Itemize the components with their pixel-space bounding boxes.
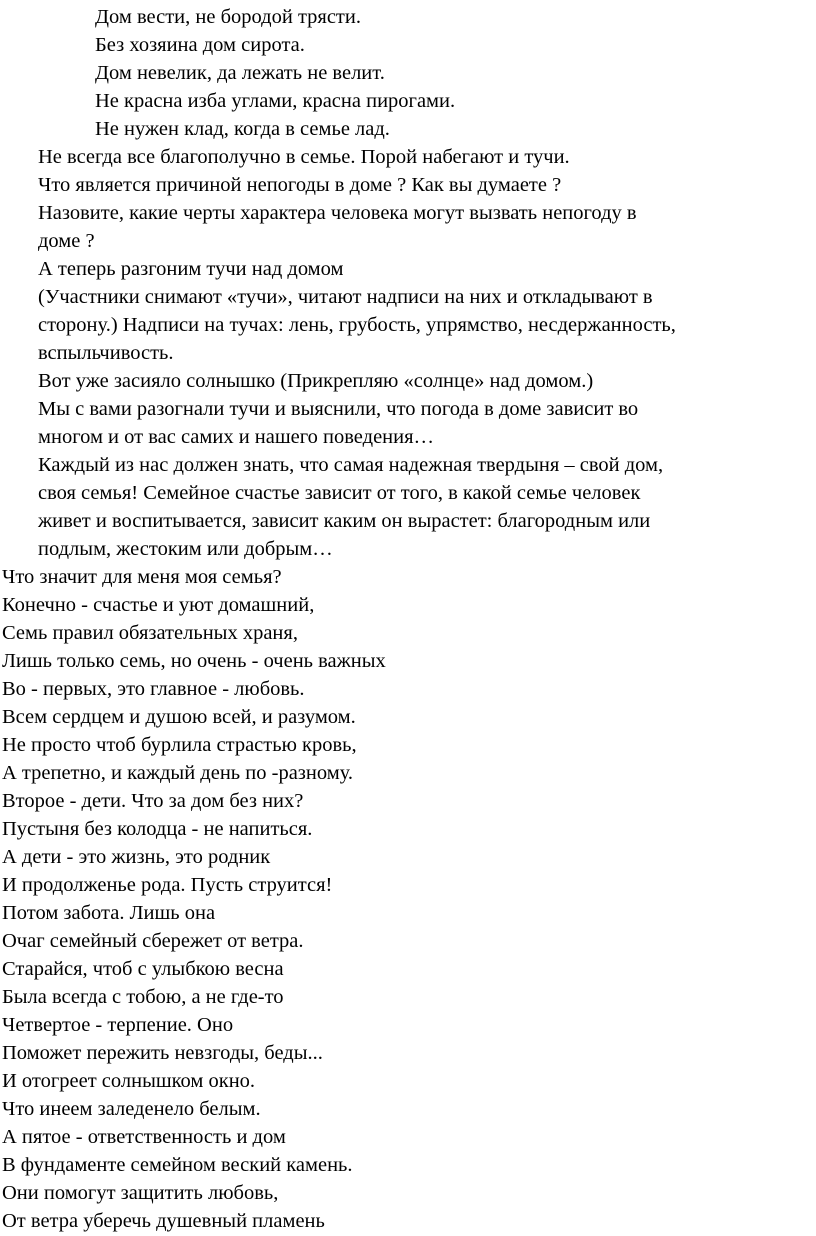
poem-line: Была всегда с тобою, а не где-то: [2, 986, 284, 1008]
proverb-line: Не красна изба углами, красна пирогами.: [95, 90, 456, 112]
paragraph-line: живет и воспитывается, зависит каким он вырастет: благородным или: [38, 510, 651, 532]
paragraph-line: доме ?: [38, 230, 95, 252]
paragraph-line: вспыльчивость.: [38, 342, 174, 364]
paragraph-line: А теперь разгоним тучи над домом: [38, 258, 344, 280]
paragraph-line: (Участники снимают «тучи», читают надписи на них и откладывают в: [38, 286, 653, 308]
paragraph-line: Вот уже засияло солнышко (Прикрепляю «солнце» над домом.): [38, 370, 594, 392]
poem-line: Во - первых, это главное - любовь.: [2, 678, 305, 700]
poem-line: Всем сердцем и душою всей, и разумом.: [2, 706, 356, 728]
paragraph-line: Каждый из нас должен знать, что самая надежная твердыня – свой дом,: [38, 454, 664, 476]
paragraph-line: сторону.) Надписи на тучах: лень, грубость, упрямство, несдержанность,: [38, 314, 676, 336]
poem-line: А пятое - ответственность и дом: [2, 1126, 286, 1148]
poem-line: В фундаменте семейном веский камень.: [2, 1154, 353, 1176]
poem-line: Не просто чтоб бурлила страстью кровь,: [2, 734, 357, 756]
paragraph-line: Не всегда все благополучно в семье. Порой набегают и тучи.: [38, 146, 570, 168]
proverb-line: Не нужен клад, когда в семье лад.: [95, 118, 390, 140]
poem-line: А трепетно, и каждый день по -разному.: [2, 762, 354, 784]
poem-line: И отогреет солнышком окно.: [2, 1070, 256, 1092]
paragraph-line: Назовите, какие черты характера человека могут вызвать непогоду в: [38, 202, 637, 224]
poem-line: Они помогут защитить любовь,: [2, 1182, 279, 1204]
poem-line: А дети - это жизнь, это родник: [2, 846, 271, 868]
poem-line: Старайся, чтоб с улыбкою весна: [2, 958, 284, 980]
proverb-line: Дом невелик, да лежать не велит.: [95, 62, 385, 84]
proverb-line: Без хозяина дом сирота.: [95, 34, 305, 56]
poem-line: Семь правил обязательных храня,: [2, 622, 298, 644]
poem-line: Пустыня без колодца - не напиться.: [2, 818, 313, 840]
paragraph-line: Мы с вами разогнали тучи и выяснили, что погода в доме зависит во: [38, 398, 639, 420]
poem-line: Очаг семейный сбережет от ветра.: [2, 930, 304, 952]
paragraph-line: своя семья! Семейное счастье зависит от того, в какой семье человек: [38, 482, 641, 504]
poem-line: Что инеем заледенело белым.: [2, 1098, 261, 1120]
paragraph-line: многом и от вас самих и нашего поведения…: [38, 426, 435, 448]
poem-line: Лишь только семь, но очень - очень важных: [2, 650, 386, 672]
poem-line: Поможет пережить невзгоды, беды...: [2, 1042, 323, 1064]
proverb-line: Дом вести, не бородой трясти.: [95, 6, 361, 28]
paragraph-line: подлым, жестоким или добрым…: [38, 538, 333, 560]
poem-line: И продолженье рода. Пусть струится!: [2, 874, 333, 896]
poem-line: Конечно - счастье и уют домашний,: [2, 594, 315, 616]
poem-line: Четвертое - терпение. Оно: [2, 1014, 234, 1036]
poem-line: Потом забота. Лишь она: [2, 902, 216, 924]
poem-line: От ветра уберечь душевный пламень: [2, 1210, 325, 1232]
poem-line: Второе - дети. Что за дом без них?: [2, 790, 304, 812]
paragraph-line: Что является причиной непогоды в доме ? Как вы думаете ?: [38, 174, 562, 196]
poem-line: Что значит для меня моя семья?: [2, 566, 282, 588]
